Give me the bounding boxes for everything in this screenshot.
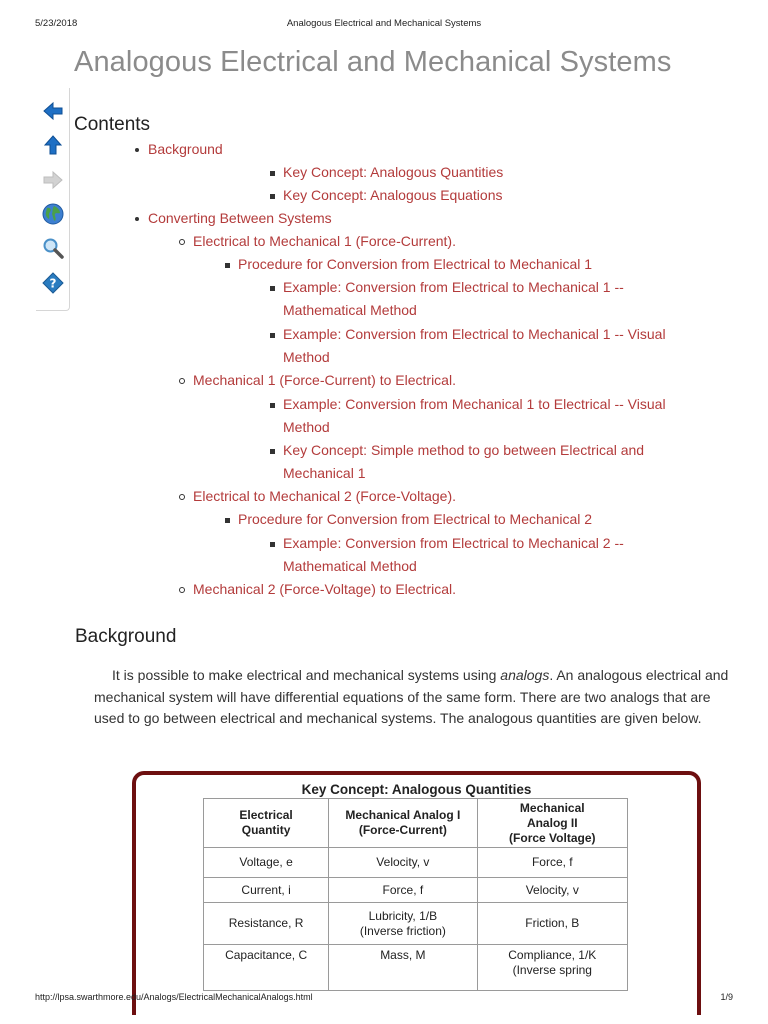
toc-item-example-mech1-math-cont[interactable] [283,299,417,322]
print-header [35,18,733,32]
table-cell: Mass, M [329,945,477,991]
table-row [204,903,628,945]
table-cell: Friction, B [477,903,627,945]
toc-item-analogous-quantities[interactable] [283,161,503,184]
analogous-quantities-table [203,798,628,991]
toc-link[interactable]: Procedure for Conversion from Electrical to Mechanical 1 [238,256,593,272]
toc-link[interactable]: Method [283,419,330,435]
table-cell: Capacitance, C [204,945,329,991]
toc-item-converting[interactable] [148,207,332,230]
svg-text:?: ? [49,276,57,291]
table-row [204,878,628,903]
print-footer [35,992,733,1006]
table-row [204,848,628,878]
header-mech-analog-1: Mechanical Analog I (Force-Current) [329,799,477,848]
table-header-row [204,799,628,848]
table-cell: Resistance, R [204,903,329,945]
toc-item-example-mech2-math-cont[interactable] [283,555,417,578]
table-cell: Compliance, 1/K (Inverse spring [477,945,627,991]
print-date: 5/23/2018 [35,18,78,29]
toc-link[interactable]: Procedure for Conversion from Electrical to Mechanical 2 [238,511,593,527]
toc-link[interactable]: Key Concept: Analogous Equations [283,187,503,203]
toc-link[interactable]: Mathematical Method [283,302,417,318]
header-mech-analog-2: Mechanical Analog II (Force Voltage) [477,799,627,848]
toc-item-example-mech1-visual[interactable] [283,323,666,346]
contents-heading: Contents [74,114,151,135]
table-row [204,945,628,991]
table-cell: Lubricity, 1/B (Inverse friction) [329,903,477,945]
table-cell: Velocity, v [329,848,477,878]
toc-link[interactable]: Converting Between Systems [148,210,332,226]
arrow-up-icon[interactable] [41,133,65,157]
toc-link[interactable]: Key Concept: Analogous Quantities [283,164,504,180]
toc-item-procedure-mech2[interactable] [238,508,592,531]
background-paragraph [94,665,734,730]
key-concept-title: Key Concept: Analogous Quantities [301,782,532,797]
para-text-after: . An analogous electrical and mechanical system will have differential equations of the same form. There are two analogs that are used to go between electrical and mechanical systems. The analogous quantities are given below. [94,667,729,726]
toc-link[interactable]: Example: Conversion from Mechanical 1 to Electrical -- Visual [283,396,666,412]
toc-item-example-mech1-visual-cont[interactable] [283,346,330,369]
toc-link[interactable]: Example: Conversion from Electrical to Mechanical 1 -- [283,279,624,295]
table-cell: Current, i [204,878,329,903]
page-title: Analogous Electrical and Mechanical Systems [74,46,672,78]
toc-item-procedure-mech1[interactable] [238,253,592,276]
toc-link[interactable]: Mechanical 2 (Force-Voltage) to Electrical. [193,581,456,597]
print-page-number: 1/9 [720,992,733,1002]
arrow-right-icon [41,168,65,192]
table-cell: Voltage, e [204,848,329,878]
toc-item-background[interactable] [148,138,223,161]
toc-link[interactable]: Mathematical Method [283,558,417,574]
toc-item-example-mech1-to-elec-cont[interactable] [283,416,330,439]
toc-item-example-mech2-math[interactable] [283,532,624,555]
toc-item-example-mech1-math[interactable] [283,276,624,299]
table-cell: Force, f [329,878,477,903]
toc-link[interactable]: Electrical to Mechanical 1 (Force-Current). [193,233,456,249]
background-heading: Background [75,626,177,647]
toc-item-simple-method-cont[interactable] [283,462,366,485]
toc-item-analogous-equations[interactable] [283,184,503,207]
para-italic-analogs: analogs [500,667,550,683]
table-cell: Force, f [477,848,627,878]
help-icon[interactable] [41,271,65,295]
toc-link[interactable]: Mechanical 1 (Force-Current) to Electrical. [193,372,456,388]
toc-item-mech2-to-elec[interactable] [193,578,456,601]
toc-link[interactable]: Key Concept: Simple method to go between Electrical and [283,442,645,458]
key-concept-box [132,771,701,1015]
para-text-before: It is possible to make electrical and mechanical systems using [112,667,501,683]
toc-link[interactable]: Background [148,141,223,157]
table-cell: Velocity, v [477,878,627,903]
nav-toolbar [36,88,70,311]
toc-link[interactable]: Example: Conversion from Electrical to Mechanical 2 -- [283,535,624,551]
toc-link[interactable]: Example: Conversion from Electrical to Mechanical 1 -- Visual [283,326,666,342]
toc-item-example-mech1-to-elec[interactable] [283,393,666,416]
print-title: Analogous Electrical and Mechanical Systems [286,18,482,29]
arrow-left-icon[interactable] [41,99,65,123]
header-electrical: Electrical Quantity [204,799,329,848]
toc-link[interactable]: Mechanical 1 [283,465,366,481]
print-url: http://lpsa.swarthmore.edu/Analogs/ElectricalMechanicalAnalogs.html [35,992,313,1002]
toc-item-simple-method[interactable] [283,439,644,462]
toc-item-mech1-to-elec[interactable] [193,369,456,392]
toc-link[interactable]: Electrical to Mechanical 2 (Force-Voltage). [193,488,456,504]
magnifier-icon[interactable] [41,236,65,260]
globe-icon[interactable] [41,202,65,226]
toc-link[interactable]: Method [283,349,330,365]
toc-item-elec-to-mech1[interactable] [193,230,456,253]
toc-item-elec-to-mech2[interactable] [193,485,456,508]
